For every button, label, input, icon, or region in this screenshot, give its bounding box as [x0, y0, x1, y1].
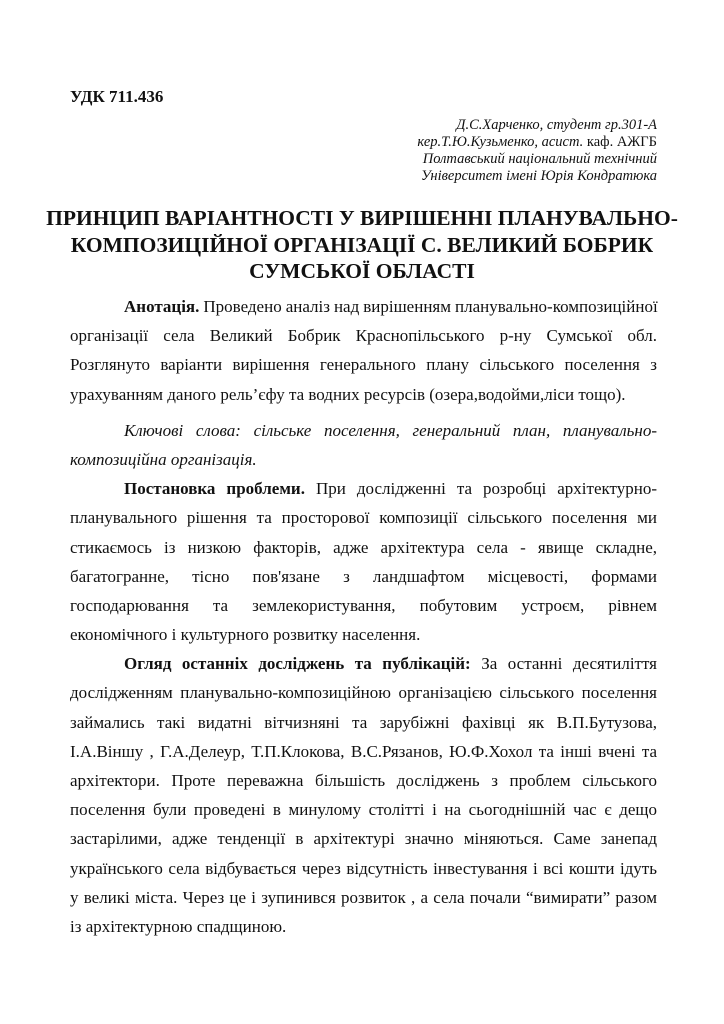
supervisor-name: кер.Т.Ю.Кузьменко, асист. [417, 134, 584, 150]
text-line [70, 566, 657, 595]
paragraph [70, 296, 657, 413]
text-line [70, 595, 657, 624]
text-line [70, 537, 657, 566]
text-line [70, 507, 657, 536]
department: каф. АЖГБ [583, 134, 657, 150]
title-line: КОМПОЗИЦІЙНОЇ ОРГАНІЗАЦІЇ С. ВЕЛИКИЙ БОБРИК [70, 232, 654, 257]
text-line [70, 325, 657, 354]
university-line-1: Полтавський національний технічний [422, 151, 657, 167]
section-heading: Огляд останніх досліджень та публікацій: [124, 654, 471, 674]
article-title [20, 205, 704, 285]
line-text: багатогранне, тісно пов'язане з ландшафтом місцевості, формами [70, 566, 657, 586]
text-line [70, 478, 657, 507]
line-text: застарілими, адже тенденції в архітектурі значно міняються. Саме занепад [70, 829, 657, 849]
line-text: Ключові слова: сільське поселення, генеральний план, планувально- [124, 420, 657, 440]
line-text: у великі міста. Через це і зупинився розвиток , а села почали “вимирати” разом [70, 887, 657, 907]
paragraph [70, 653, 657, 945]
line-text: організації села Великий Бобрик Краснопільського р-ну Сумської обл. [70, 326, 657, 346]
paragraph [70, 420, 657, 478]
text-line [70, 653, 657, 682]
text-line [70, 384, 657, 413]
line-text: І.А.Віншу , Г.А.Делеур, Т.П.Клокова, В.С.Рязанов, Ю.Ф.Хохол та інші вчені та [70, 741, 657, 761]
text-line [70, 887, 657, 916]
text-line [70, 354, 657, 383]
text-line [70, 741, 657, 770]
paragraph [70, 478, 657, 653]
section-heading: Постановка проблеми. [124, 479, 305, 499]
line-text: Розглянуто варіанти вирішення генерального плану сільського поселення з [70, 355, 657, 375]
text-line [70, 449, 657, 478]
text-line [70, 770, 657, 799]
line-text: Проведено аналіз над вирішенням планувально-композиційної [199, 297, 658, 316]
line-text: займались такі видатні вітчизняні та зарубіжні фахівці як В.П.Бутузова, [70, 712, 657, 732]
author-block [417, 117, 657, 185]
line-text: композиційна організація. [70, 449, 257, 469]
line-text: господарювання та землекористування, побутовим устроєм, рівнем [70, 595, 657, 615]
line-text: із архітектурною спадщиною. [70, 916, 287, 936]
line-text: За останні десятиліття [470, 654, 657, 674]
line-text: українського села відбувається через відсутність інвестування і всі кошти ідуть [70, 858, 657, 878]
text-line [70, 799, 657, 828]
line-text: урахуванням даного рель’єфу та водних ресурсів (озера,водойми,ліси тощо). [70, 384, 626, 404]
line-text: стикаємось із низкою факторів, адже архітектура села - явище складне, [70, 537, 657, 557]
supervisor-line [417, 134, 657, 151]
title-line: СУМСЬКОЇ ОБЛАСТІ [249, 259, 475, 283]
line-text: архітектори. Проте переважна більшість досліджень з проблем сільського [70, 771, 657, 790]
text-line [70, 420, 657, 449]
section-heading: Анотація. [124, 297, 200, 316]
text-line [70, 712, 657, 741]
line-text: планувального рішення та просторової композиції сільського поселення ми [70, 508, 657, 528]
article-body [70, 296, 657, 945]
university-line-2: Університет імені Юрія Кондратюка [421, 168, 657, 184]
text-line [70, 624, 657, 653]
udc-code: УДК 711.436 [70, 87, 164, 106]
title-line: ПРИНЦИП ВАРІАНТНОСТІ У ВИРІШЕННІ ПЛАНУВАЛЬНО- [46, 206, 678, 230]
text-line [70, 858, 657, 887]
line-text: поселення були проведені в минулому столітті і на сьогоднішній час є дещо [70, 800, 657, 820]
text-line [70, 296, 657, 325]
text-line [70, 682, 657, 711]
line-text: економічного і культурного розвитку населення. [70, 625, 421, 645]
text-line [70, 916, 657, 945]
author-line: Д.С.Харченко, студент гр.301-А [456, 117, 657, 133]
line-text: дослідженням планувально-композиційною організацією сільського поселення [70, 683, 657, 703]
line-text: При дослідженні та розробці архітектурно- [304, 479, 657, 499]
text-line [70, 828, 657, 857]
